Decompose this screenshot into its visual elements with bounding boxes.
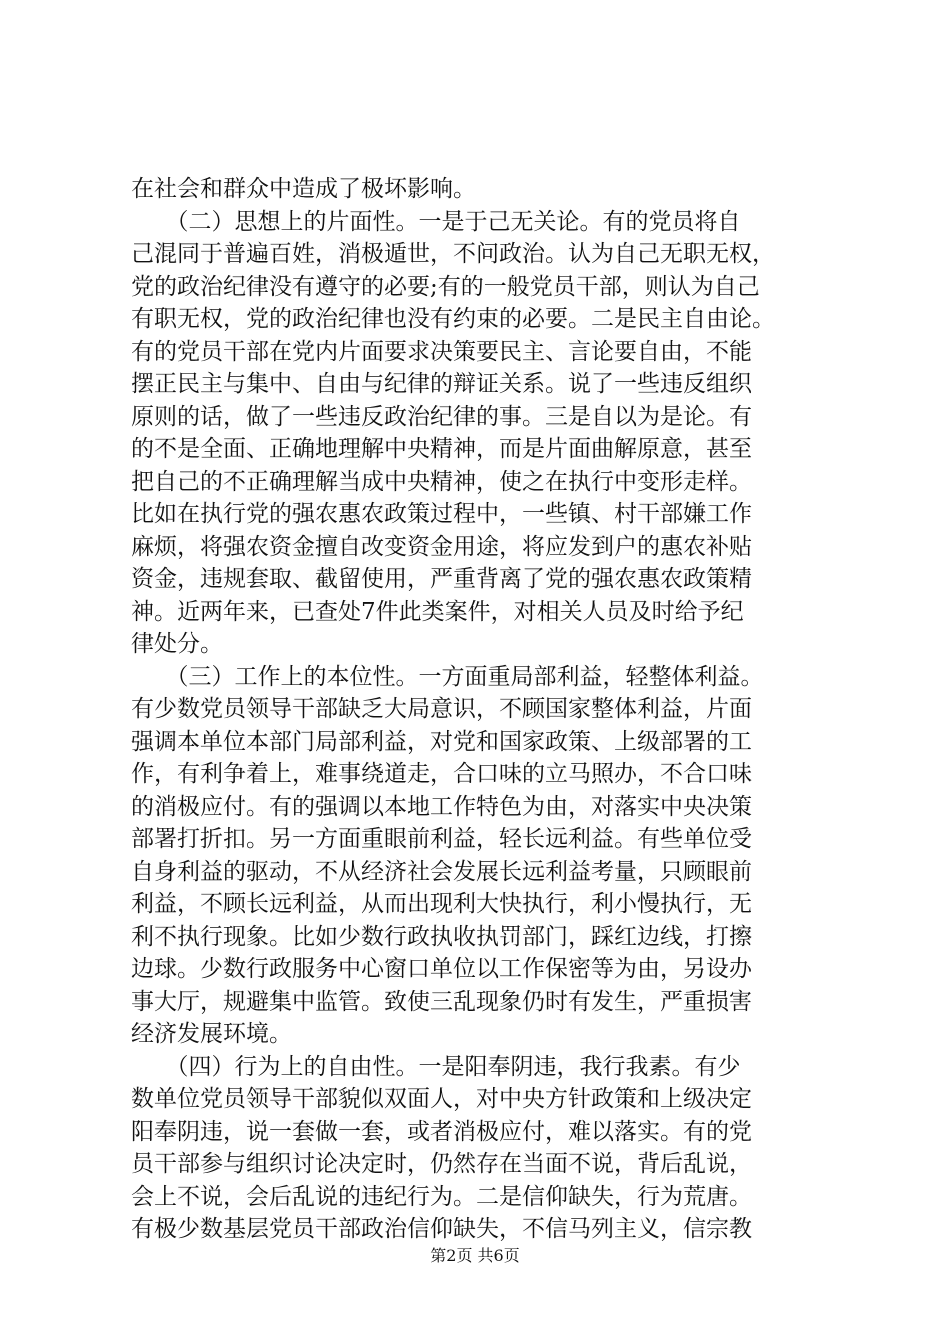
text-line-23: 利益，不顾长远利益，从而出现利大快执行，利小慢执行，无: [131, 891, 752, 917]
text-line-5: 有职无权，党的政治纪律也没有约束的必要。二是民主自由论。: [131, 306, 775, 332]
text-line-26: 事大厅，规避集中监管。致使三乱现象仍时有发生，严重损害: [131, 988, 752, 1015]
text-line-31: 员干部参与组织讨论决定时，仍然存在当面不说，背后乱说，: [131, 1151, 752, 1177]
text-line-17: 有少数党员领导干部缺乏大局意识，不顾国家整体利益，片面: [131, 696, 752, 722]
text-line-16: （三）工作上的本位性。一方面重局部利益，轻整体利益。: [131, 663, 764, 690]
text-line-6: 有的党员干部在党内片面要求决策要民主、言论要自由，不能: [131, 338, 752, 365]
text-line-21: 部署打折扣。另一方面重眼前利益，轻长远利益。有些单位受: [131, 826, 752, 852]
text-line-25: 边球。少数行政服务中心窗口单位以工作保密等为由，另设办: [131, 956, 752, 982]
text-line-28: （四）行为上的自由性。一是阳奉阴违，我行我素。有少: [131, 1053, 741, 1080]
text-line-9: 的不是全面、正确地理解中央精神，而是片面曲解原意，甚至: [131, 436, 752, 462]
page-footer: [0, 1243, 950, 1266]
text-line-20: 的消极应付。有的强调以本地工作特色为由，对落实中央决策: [131, 793, 752, 820]
text-line-4: 党的政治纪律没有遵守的必要;有的一般党员干部，则认为自己: [131, 273, 760, 300]
text-line-11: 比如在执行党的强农惠农政策过程中，一些镇、村干部嫌工作: [131, 501, 752, 527]
text-line-19: 作，有利争着上，难事绕道走，合口味的立马照办，不合口味: [131, 761, 752, 787]
text-line-1: 在社会和群众中造成了极坏影响。: [131, 176, 476, 202]
text-line-22: 自身利益的驱动，不从经济社会发展长远利益考量，只顾眼前: [131, 858, 752, 885]
text-line-27: 经济发展环境。: [131, 1021, 292, 1047]
text-line-10: 把自己的不正确理解当成中央精神，使之在执行中变形走样。: [131, 468, 752, 495]
text-line-2: （二）思想上的片面性。一是于己无关论。有的党员将自: [131, 208, 741, 235]
text-line-18: 强调本单位本部门局部利益，对党和国家政策、上级部署的工: [131, 728, 752, 755]
text-line-33: 有极少数基层党员干部政治信仰缺失，不信马列主义，信宗教: [131, 1216, 752, 1242]
text-line-13: 资金，违规套取、截留使用，严重背离了党的强农惠农政策精: [131, 566, 752, 592]
text-line-12: 麻烦，将强农资金擅自改变资金用途，将应发到户的惠农补贴: [131, 533, 752, 560]
text-line-32: 会上不说，会后乱说的违纪行为。二是信仰缺失，行为荒唐。: [131, 1183, 752, 1210]
text-line-15: 律处分。: [131, 631, 223, 657]
text-line-3: 己混同于普遍百姓，消极遁世，不问政治。认为自己无职无权，: [131, 241, 775, 267]
text-line-30: 阳奉阴违，说一套做一套，或者消极应付，难以落实。有的党: [131, 1118, 752, 1145]
body-text: [131, 173, 843, 1246]
text-line-8: 原则的话，做了一些违反政治纪律的事。三是自以为是论。有: [131, 403, 752, 430]
page-number-label: 第2页 共6页: [430, 1246, 520, 1265]
text-line-24: 利不执行现象。比如少数行政执收执罚部门，踩红边线，打擦: [131, 923, 752, 950]
text-line-29: 数单位党员领导干部貌似双面人，对中央方针政策和上级决定: [131, 1086, 752, 1112]
text-line-7: 摆正民主与集中、自由与纪律的辩证关系。说了一些违反组织: [131, 371, 752, 397]
text-line-14: 神。近两年来，已查处7件此类案件，对相关人员及时给予纪: [131, 598, 744, 625]
